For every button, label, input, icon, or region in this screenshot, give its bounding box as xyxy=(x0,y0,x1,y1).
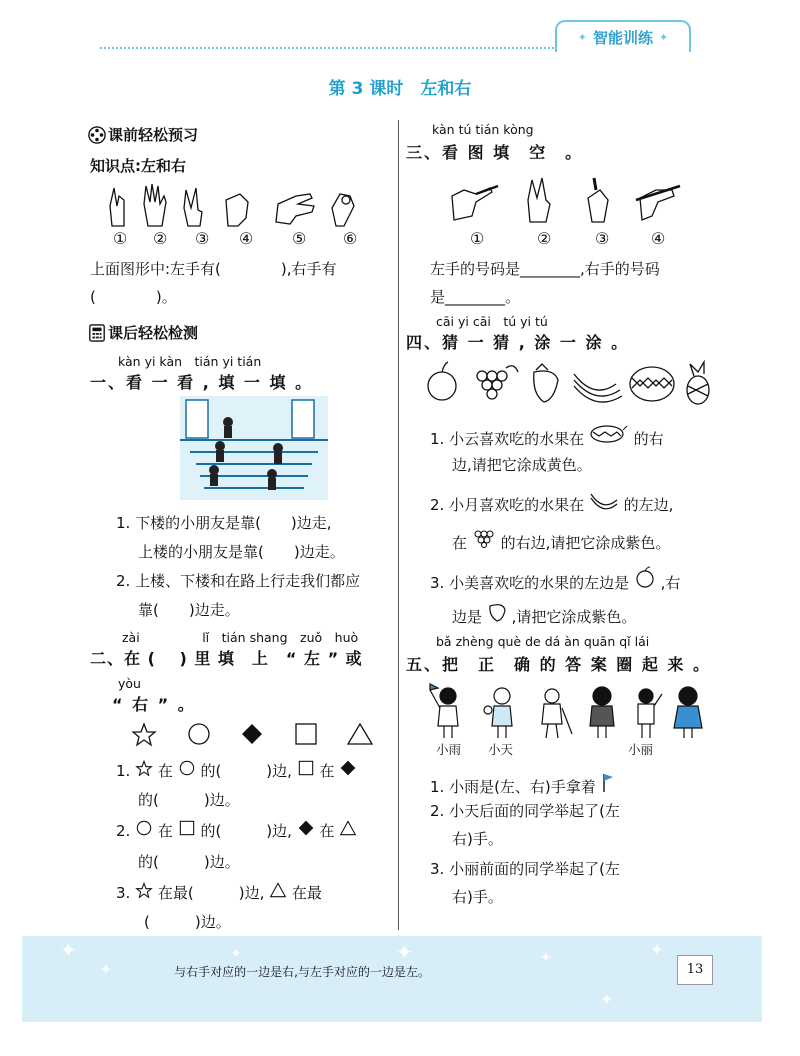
q4-item-3-line2: 边是 ,请把它涂成紫色。 xyxy=(452,600,636,628)
fruits-row xyxy=(424,360,716,406)
children-illustration xyxy=(424,682,714,740)
star-shape-icon xyxy=(133,724,155,745)
q3-number: ① xyxy=(470,229,485,248)
q3-number: ② xyxy=(537,229,552,248)
q2-item-3: 3. 在最( )边, 在最 xyxy=(116,884,322,902)
q3-line2: 是________。 xyxy=(430,288,521,306)
watermelon-icon xyxy=(589,424,629,444)
column-divider xyxy=(398,120,399,930)
star-icon: ✦ xyxy=(650,940,664,959)
preview-heading xyxy=(88,124,198,145)
circle-shape-icon xyxy=(178,760,196,776)
preview-question-line1: 上面图形中:左手有( ),右手有 xyxy=(90,260,337,278)
flag-icon xyxy=(601,772,615,792)
q2-item-2: 2. 在 的( )边, 在 xyxy=(116,820,357,842)
q2-pinyin2: yòu xyxy=(118,676,141,691)
q1-item: 靠( )边走。 xyxy=(138,601,240,619)
q1-pinyin: kàn yi kàn tián yi tián xyxy=(118,354,262,369)
q5-item-2: 2. 小天后面的同学举起了(左 xyxy=(430,802,620,820)
q4-item-2-line2: 在 的右边,请把它涂成紫色。 xyxy=(452,526,670,554)
star-icon: ✦ xyxy=(577,30,587,44)
q2-title: 二、在 ( ) 里 填 上 “ 左 ” 或 xyxy=(90,649,363,668)
child-icon xyxy=(674,687,702,738)
watermelon-icon xyxy=(630,367,674,401)
star-icon: ✦ xyxy=(60,938,77,962)
q2-item-2-line2: 的( )边。 xyxy=(138,853,240,871)
strawberry-icon xyxy=(534,364,558,402)
diamond-shape-icon xyxy=(242,724,262,744)
q5-item-2-line2: 右)手。 xyxy=(452,830,503,848)
q4-item-1-line2: 边,请把它涂成黄色。 xyxy=(452,456,592,474)
q4-pinyin: cāi yi cāi tú yi tú xyxy=(436,314,548,329)
knowledge-point: 知识点:左和右 xyxy=(90,157,186,175)
q4-item-1: 1. 小云喜欢吃的水果在 的右 xyxy=(430,424,664,450)
child-icon xyxy=(590,687,614,738)
lesson-title: 第 3 课时 左和右 xyxy=(328,79,472,99)
diamond-shape-icon xyxy=(339,760,357,776)
staircase-illustration xyxy=(180,396,328,500)
bananas-icon xyxy=(589,490,619,510)
calculator-icon xyxy=(88,324,106,342)
star-icon: ✦ xyxy=(659,30,669,44)
q1-item: 2. 上楼、下楼和在路上行走我们都应 xyxy=(116,572,361,590)
q4-item-3: 3. 小美喜欢吃的水果的左边是 ,右 xyxy=(430,566,680,594)
hand-number: ② xyxy=(153,229,168,248)
square-shape-icon xyxy=(178,820,196,836)
grapes-icon xyxy=(472,526,496,548)
square-shape-icon xyxy=(296,724,316,744)
child-icon xyxy=(638,689,662,738)
q5-pinyin: bǎ zhèng què de dá àn quān qǐ lái xyxy=(436,634,650,649)
q5-item-3-line2: 右)手。 xyxy=(452,888,503,906)
triangle-shape-icon xyxy=(339,820,357,836)
apple-icon xyxy=(428,362,456,400)
page-number: 13 xyxy=(677,955,713,985)
q2-title2: “ 右 ” 。 xyxy=(112,695,196,714)
q2-item-3-line2: ( )边。 xyxy=(144,913,231,931)
star-shape-icon xyxy=(135,760,153,776)
q4-item-2: 2. 小月喜欢吃的水果在 的左边, xyxy=(430,490,673,516)
footer-note: 与右手对应的一边是右,与左手对应的一边是左。 xyxy=(174,965,430,979)
triangle-shape-icon xyxy=(269,882,287,898)
q4-title: 四、猜 一 猜 , 涂 一 涂 。 xyxy=(406,333,630,352)
q1-title: 一、看 一 看 , 填 一 填 。 xyxy=(90,373,314,392)
star-icon: ✦ xyxy=(230,946,242,962)
hand-number: ① xyxy=(113,229,128,248)
header-badge xyxy=(555,20,691,52)
q2-pinyin: zài lǐ tián shang zuǒ huò xyxy=(122,630,359,645)
q5-title: 五、把 正 确 的 答 案 圈 起 来 。 xyxy=(406,655,711,674)
q3-line1: 左手的号码是________,右手的号码 xyxy=(430,260,660,278)
star-shape-icon xyxy=(135,882,153,898)
child-name: 小雨 xyxy=(436,742,462,757)
pineapple-icon xyxy=(687,362,709,404)
apple-icon xyxy=(634,566,656,588)
hand-number: ⑤ xyxy=(292,229,307,248)
grapes-icon xyxy=(477,366,518,399)
star-icon: ✦ xyxy=(100,962,112,978)
q3-pinyin: kàn tú tián kòng xyxy=(432,122,534,137)
star-icon: ✦ xyxy=(396,940,413,964)
q3-number: ③ xyxy=(595,229,610,248)
circle-shape-icon xyxy=(135,820,153,836)
film-reel-icon xyxy=(88,126,106,144)
square-shape-icon xyxy=(297,760,315,776)
check-heading-text: 课后轻松检测 xyxy=(108,324,199,342)
q2-item-1: 1. 在 的( )边, 在 xyxy=(116,760,357,782)
header-badge-text: 智能训练 xyxy=(592,28,653,47)
child-name: 小天 xyxy=(488,742,514,757)
star-icon: ✦ xyxy=(540,950,552,966)
writing-hands-illustration xyxy=(446,176,686,226)
triangle-shape-icon xyxy=(348,724,372,744)
child-icon xyxy=(542,689,572,738)
q5-item-1: 1. 小雨是(左、右)手拿着 xyxy=(430,772,615,798)
hand-number: ④ xyxy=(239,229,254,248)
strawberry-icon xyxy=(487,600,507,622)
diamond-shape-icon xyxy=(297,820,315,836)
hand-number: ⑥ xyxy=(343,229,358,248)
preview-question-line2: ( )。 xyxy=(90,288,177,306)
q3-number: ④ xyxy=(651,229,666,248)
q1-item: 上楼的小朋友是靠( )边走。 xyxy=(138,543,345,561)
child-name: 小丽 xyxy=(628,742,654,757)
q2-item-1-line2: 的( )边。 xyxy=(138,791,240,809)
child-icon xyxy=(484,688,512,738)
shapes-row xyxy=(132,722,376,748)
circle-shape-icon xyxy=(189,724,209,744)
child-icon xyxy=(430,684,458,738)
preview-heading-text: 课前轻松预习 xyxy=(108,126,199,144)
hand-number: ③ xyxy=(195,229,210,248)
star-icon: ✦ xyxy=(600,990,614,1009)
q1-item: 1. 下楼的小朋友是靠( )边走, xyxy=(116,514,332,532)
q3-title: 三、看 图 填 空 。 xyxy=(406,143,584,162)
q5-item-3: 3. 小丽前面的同学举起了(左 xyxy=(430,860,620,878)
bananas-icon xyxy=(574,374,622,402)
hands-illustration xyxy=(100,182,380,230)
check-heading xyxy=(88,322,198,343)
hand-icon xyxy=(110,184,354,226)
